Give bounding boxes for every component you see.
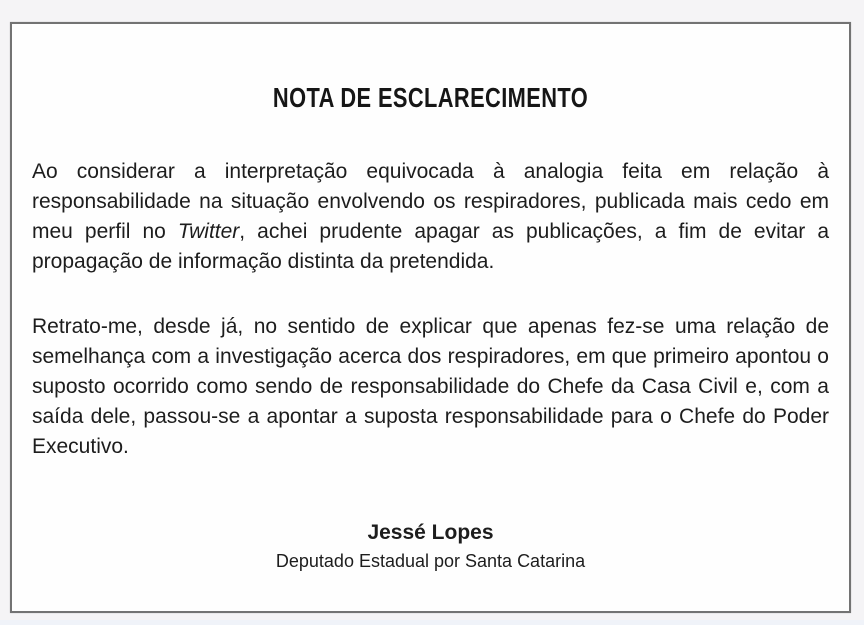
paragraph-1-text-end: , achei prudente apagar as publicações, a fim de evitar a propagação de informação distinta da pretendida. [32, 220, 829, 273]
paragraph-2: Retrato-me, desde já, no sentido de explicar que apenas fez-se uma relação de semelhança com a investigação acerca dos respiradores, em que primeiro apontou o suposto ocorrido como sendo de responsabilidade do Chefe da Casa Civil e, com a saída dele, passou-se a apontar a suposta responsabilidade para o Chefe do Poder Executivo. [32, 315, 829, 458]
document-title: NOTA DE ESCLARECIMENTO [272, 82, 589, 113]
signature-block [26, 519, 835, 574]
twitter-mention: Twitter [177, 220, 240, 243]
clarification-note-document [10, 22, 851, 613]
signature-name: Jessé Lopes [367, 521, 494, 544]
bottom-edge-strip [0, 620, 864, 625]
paragraph-1 [32, 157, 829, 277]
paragraph-1-text-start: Ao considerar a interpretação equivocada à analogia feita em relação à responsabilidade na situação envolvendo os respiradores, publicada mais cedo em meu perfil no [32, 160, 829, 243]
signature-role: Deputado Estadual por Santa Catarina [275, 551, 586, 571]
